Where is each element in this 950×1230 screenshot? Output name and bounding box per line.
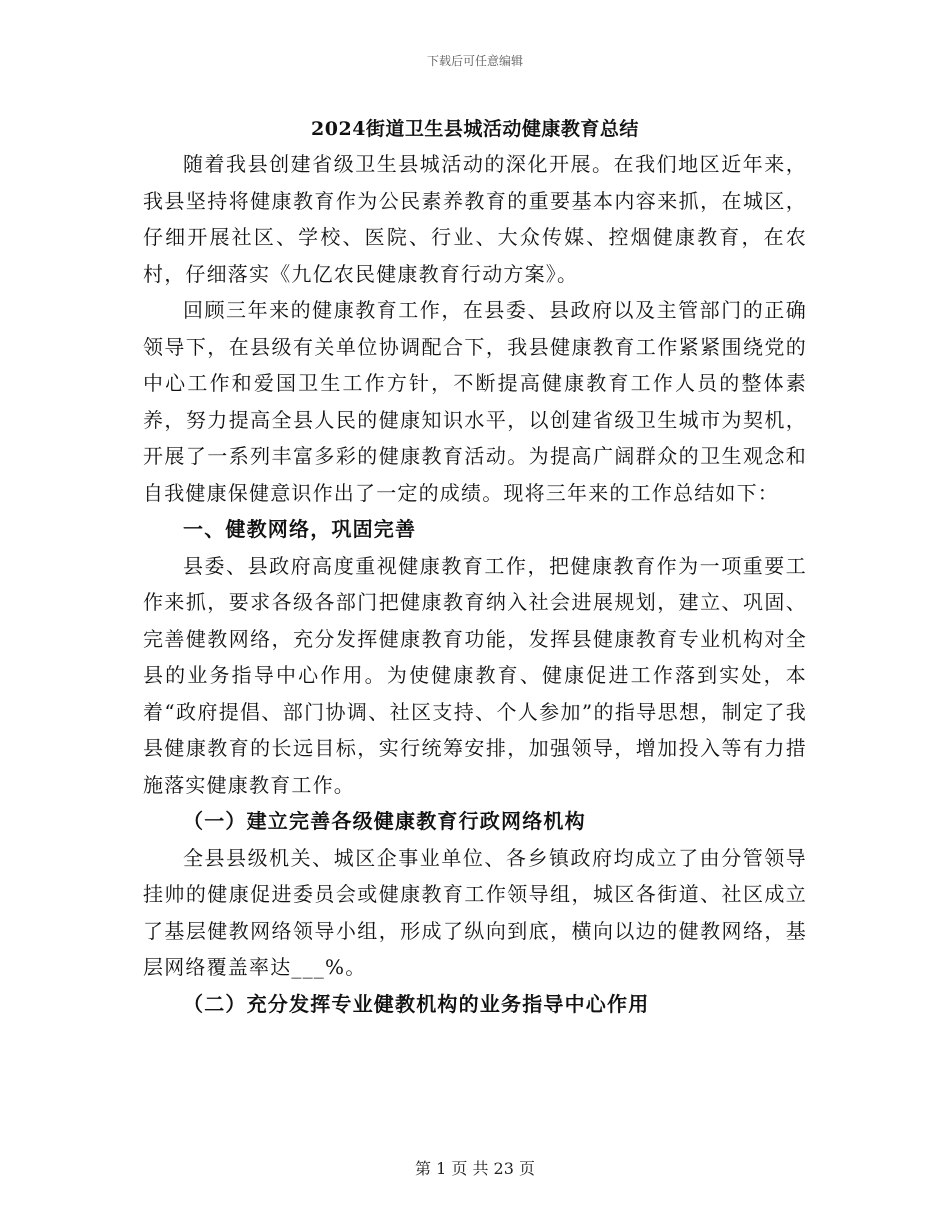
paragraph-review: 回顾三年来的健康教育工作，在县委、县政府以及主管部门的正确领导下，在县级有关单位协调配合下，我县健康教育工作紧紧围绕党的中心工作和爱国卫生工作方针，不断提高健康教育工作人员的整体素养，努力提高全县人民的健康知识水平，以创建省级卫生城市为契机，开展了一系列丰富多彩的健康教育活动。为提高广阔群众的卫生观念和自我健康保健意识作出了一定的成绩。现将三年来的工作总结如下： (143, 298, 807, 505)
subsection-heading-1: （一）建立完善各级健康教育行政网络机构 (183, 809, 586, 833)
header-note: 下载后可任意编辑 (426, 54, 523, 68)
paragraph-intro: 随着我县创建省级卫生县城活动的深化开展。在我们地区近年来，我县坚持将健康教育作为公民素养教育的重要基本内容来抓，在城区，仔细开展社区、学校、医院、行业、大众传媒、控烟健康教育，在农村，仔细落实《九亿农民健康教育行动方案》。 (143, 152, 807, 286)
document-body (143, 146, 807, 1022)
page-number: 第 1 页 共 23 页 (415, 1159, 535, 1178)
document-title: 2024街道卫生县城活动健康教育总结 (311, 118, 639, 140)
section-heading-1: 一、健教网络，巩固完善 (183, 517, 417, 541)
subsection-heading-2: （二）充分发挥专业健教机构的业务指导中心作用 (183, 991, 650, 1016)
subsection-1-paragraph: 全县县级机关、城区企事业单位、各乡镇政府均成立了由分管领导挂帅的健康促进委员会或健康教育工作领导组，城区各街道、社区成立了基层健教网络领导小组，形成了纵向到底，横向以边的健教网络，基层网络覆盖率达___%。 (143, 845, 807, 979)
section-1-paragraph: 县委、县政府高度重视健康教育工作，把健康教育作为一项重要工作来抓，要求各级各部门把健康教育纳入社会进展规划，建立、巩固、完善健教网络，充分发挥健康教育功能，发挥县健康教育专业机构对全县的业务指导中心作用。为使健康教育、健康促进工作落到实处，本着“政府提倡、部门协调、社区支持、个人参加”的指导思想，制定了我县健康教育的长远目标，实行统筹安排，加强领导，增加投入等有力措施落实健康教育工作。 (143, 553, 807, 797)
